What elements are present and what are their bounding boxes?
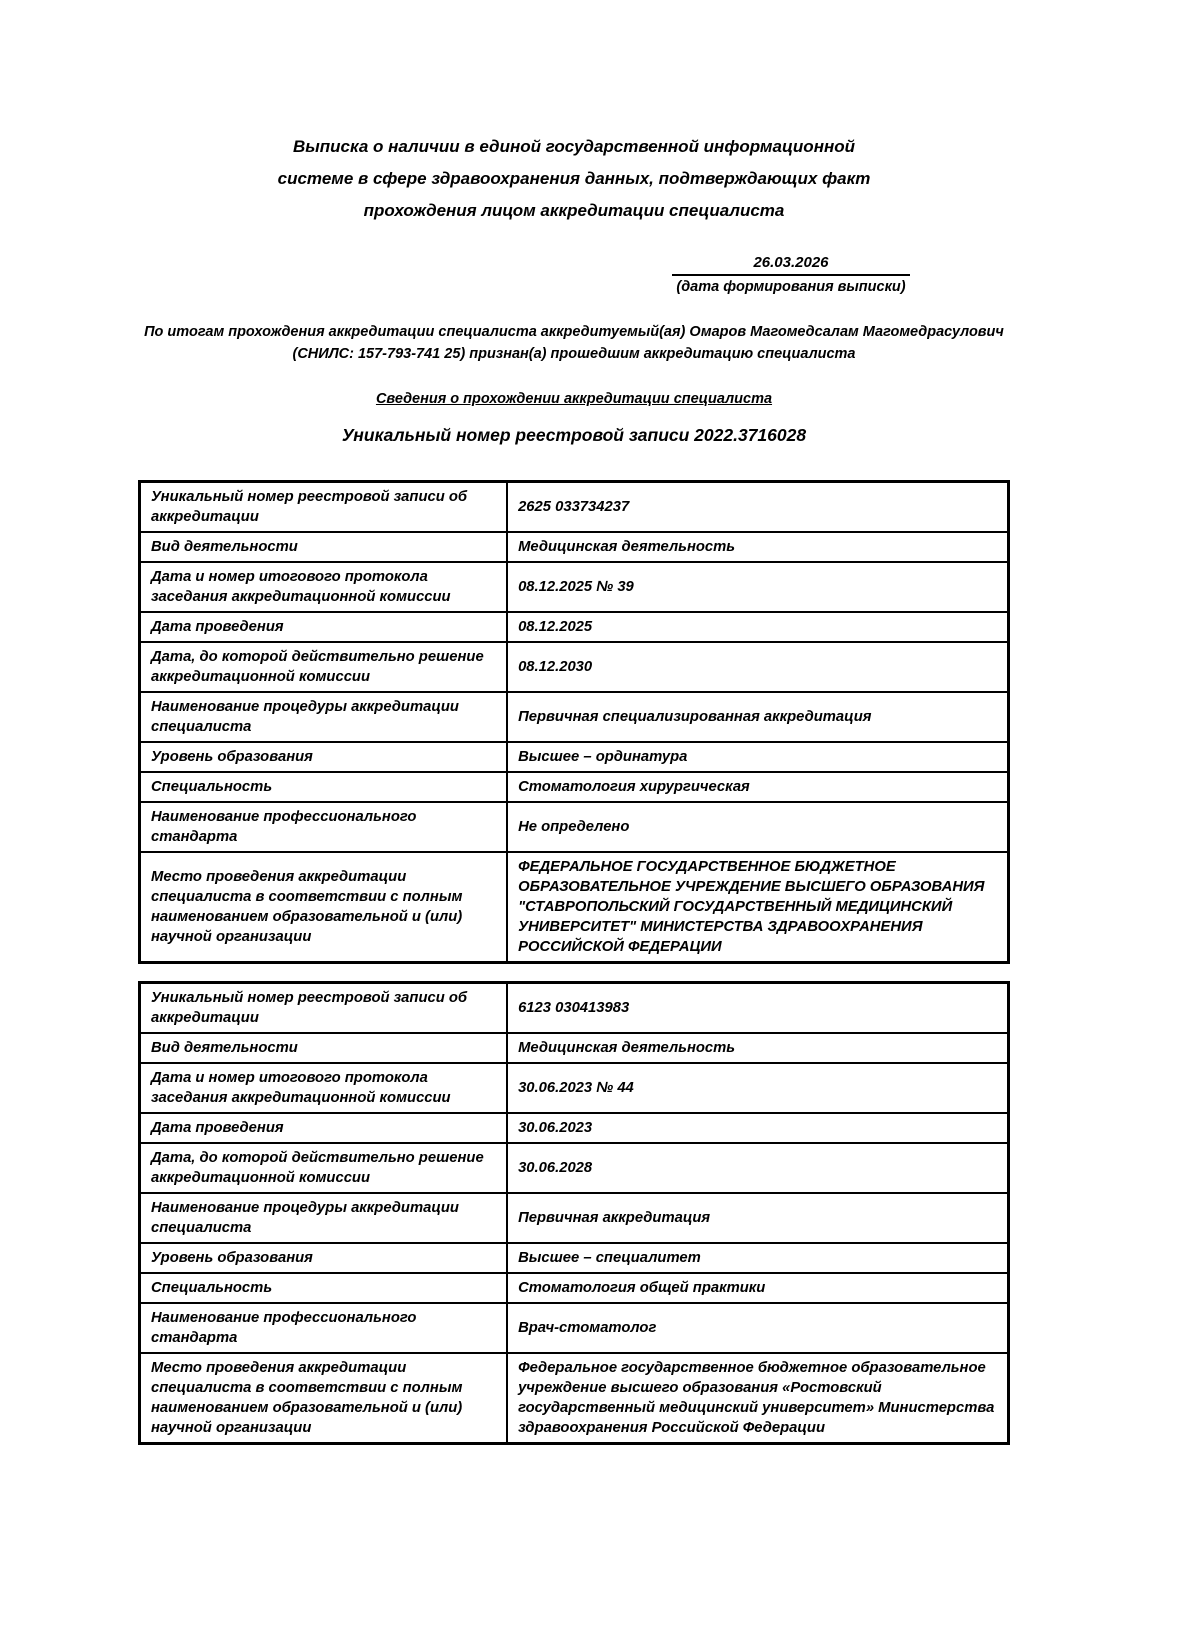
accreditation-table-2-body (140, 983, 1009, 1444)
formation-date-block (672, 253, 910, 297)
table-row (140, 1243, 1009, 1273)
table-row (140, 1193, 1009, 1243)
row-value: Федеральное государственное бюджетное образовательное учреждение высшего образования «Ростовский государственный медицинский университет» Министерства здравоохранения Российской Федерации (507, 1353, 1008, 1444)
row-label: Место проведения аккредитации специалиста в соответствии с полным наименованием образовательной и (или) научной организации (140, 852, 508, 963)
accreditation-statement-line: (СНИЛС: 157-793-741 25) признан(а) прошедшим аккредитацию специалиста (292, 346, 856, 362)
table-row (140, 1113, 1009, 1143)
row-label: Специальность (140, 1273, 508, 1303)
document-title (138, 131, 1010, 227)
registry-record-heading: Уникальный номер реестровой записи 2022.3716028 (341, 425, 807, 445)
table-row (140, 983, 1009, 1034)
table-row (140, 482, 1009, 533)
table-row (140, 742, 1009, 772)
accreditation-statement-line: По итогам прохождения аккредитации специалиста аккредитуемый(ая) Омаров Магомедсалам Магомедрасулович (144, 324, 1004, 340)
row-label: Дата проведения (140, 1113, 508, 1143)
table-row (140, 1033, 1009, 1063)
row-value: 30.06.2028 (507, 1143, 1008, 1193)
table-row (140, 692, 1009, 742)
section-heading: Сведения о прохождении аккредитации специалиста (375, 391, 773, 407)
row-value: Стоматология хирургическая (507, 772, 1008, 802)
row-value: 2625 033734237 (507, 482, 1008, 533)
accreditation-table-1-body (140, 482, 1009, 963)
row-label: Уникальный номер реестровой записи об аккредитации (140, 983, 508, 1034)
row-value: Высшее – специалитет (507, 1243, 1008, 1273)
row-value: ФЕДЕРАЛЬНОЕ ГОСУДАРСТВЕННОЕ БЮДЖЕТНОЕ ОБРАЗОВАТЕЛЬНОЕ УЧРЕЖДЕНИЕ ВЫСШЕГО ОБРАЗОВАНИЯ "СТАВРОПОЛЬСКИЙ ГОСУДАРСТВЕННЫЙ МЕДИЦИНСКИЙ УНИВЕРСИТЕТ" МИНИСТЕРСТВА ЗДРАВООХРАНЕНИЯ РОССИЙСКОЙ ФЕДЕРАЦИИ (507, 852, 1008, 963)
table-row (140, 642, 1009, 692)
table-row (140, 1063, 1009, 1113)
row-value: 08.12.2025 № 39 (507, 562, 1008, 612)
document-page (138, 131, 1010, 1445)
row-label: Наименование процедуры аккредитации специалиста (140, 692, 508, 742)
row-value: Медицинская деятельность (507, 1033, 1008, 1063)
row-label: Дата проведения (140, 612, 508, 642)
row-label: Уникальный номер реестровой записи об аккредитации (140, 482, 508, 533)
table-row (140, 772, 1009, 802)
document-title-line: системе в сфере здравоохранения данных, подтверждающих факт (277, 169, 871, 188)
document-title-line: прохождения лицом аккредитации специалиста (363, 201, 785, 220)
table-row (140, 802, 1009, 852)
table-row (140, 612, 1009, 642)
row-value: 30.06.2023 (507, 1113, 1008, 1143)
table-row (140, 1353, 1009, 1444)
formation-date: 26.03.2026 (672, 253, 910, 276)
row-label: Дата, до которой действительно решение аккредитационной комиссии (140, 1143, 508, 1193)
table-row (140, 562, 1009, 612)
table-row (140, 1143, 1009, 1193)
row-value: Первичная аккредитация (507, 1193, 1008, 1243)
table-row (140, 1273, 1009, 1303)
row-value: Медицинская деятельность (507, 532, 1008, 562)
row-label: Вид деятельности (140, 532, 508, 562)
row-label: Дата и номер итогового протокола заседания аккредитационной комиссии (140, 1063, 508, 1113)
row-label: Наименование профессионального стандарта (140, 1303, 508, 1353)
accreditation-statement (138, 321, 1010, 365)
row-value: 08.12.2025 (507, 612, 1008, 642)
row-label: Уровень образования (140, 742, 508, 772)
row-label: Дата, до которой действительно решение аккредитационной комиссии (140, 642, 508, 692)
row-value: Врач-стоматолог (507, 1303, 1008, 1353)
row-label: Вид деятельности (140, 1033, 508, 1063)
row-label: Специальность (140, 772, 508, 802)
row-label: Место проведения аккредитации специалиста в соответствии с полным наименованием образовательной и (или) научной организации (140, 1353, 508, 1444)
row-label: Наименование профессионального стандарта (140, 802, 508, 852)
row-label: Дата и номер итогового протокола заседания аккредитационной комиссии (140, 562, 508, 612)
formation-date-caption: (дата формирования выписки) (676, 279, 906, 295)
row-value: 08.12.2030 (507, 642, 1008, 692)
row-value: Стоматология общей практики (507, 1273, 1008, 1303)
accreditation-table-2 (138, 981, 1010, 1445)
row-value: Не определено (507, 802, 1008, 852)
accreditation-table-1 (138, 480, 1010, 964)
row-label: Наименование процедуры аккредитации специалиста (140, 1193, 508, 1243)
row-value: 30.06.2023 № 44 (507, 1063, 1008, 1113)
table-row (140, 852, 1009, 963)
table-row (140, 1303, 1009, 1353)
row-label: Уровень образования (140, 1243, 508, 1273)
table-row (140, 532, 1009, 562)
row-value: 6123 030413983 (507, 983, 1008, 1034)
document-title-line: Выписка о наличии в единой государственной информационной (292, 137, 855, 156)
row-value: Высшее – ординатура (507, 742, 1008, 772)
row-value: Первичная специализированная аккредитация (507, 692, 1008, 742)
